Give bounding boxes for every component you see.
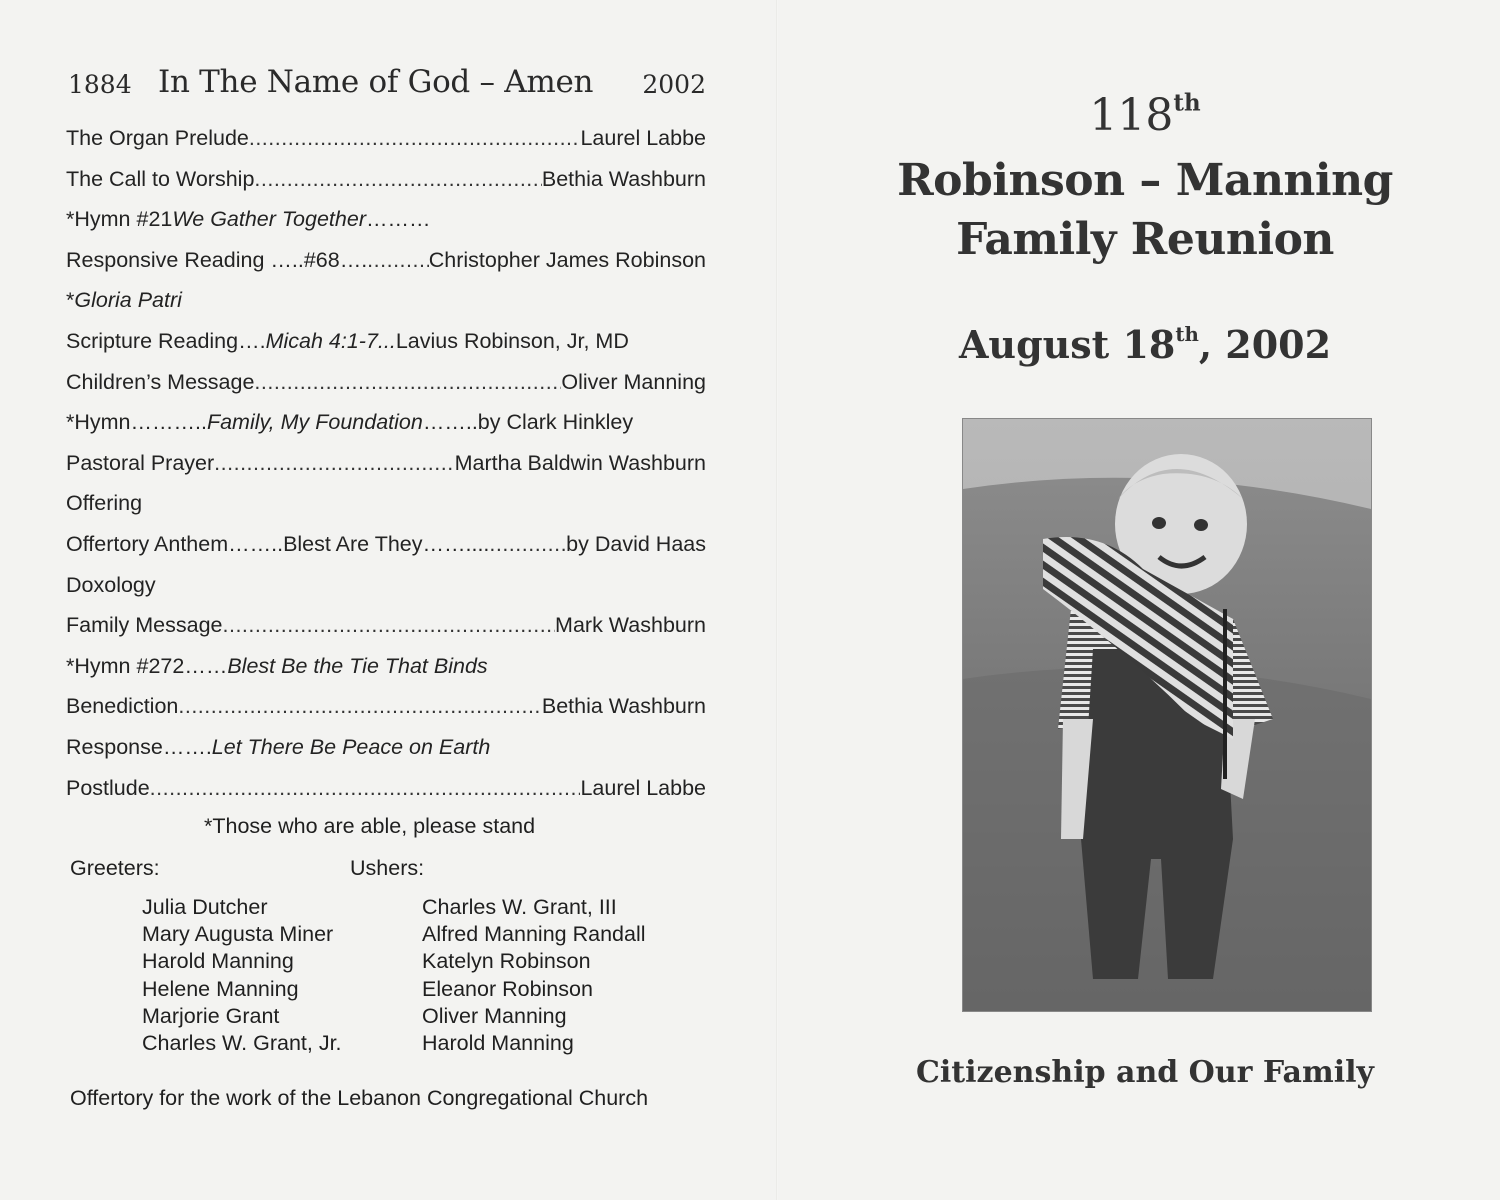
program-item-label: The Call to Worship bbox=[66, 166, 255, 191]
program-item-title: Family, My Foundation bbox=[206, 410, 423, 435]
greeter-name: Julia Dutcher bbox=[142, 895, 268, 919]
program-item-label: Offering bbox=[66, 491, 143, 516]
greeter-name: Charles W. Grant, Jr. bbox=[142, 1030, 342, 1055]
stand-note: *Those who are able, please stand bbox=[204, 814, 536, 838]
ushers-list bbox=[350, 888, 646, 1057]
program-item bbox=[66, 605, 706, 646]
date-suffix: th bbox=[1175, 322, 1199, 347]
page-fold bbox=[776, 0, 778, 1200]
program-item-value: Oliver Manning bbox=[561, 369, 706, 394]
ushers-column bbox=[350, 852, 646, 1057]
reunion-title-line1: Robinson – Manning bbox=[897, 155, 1393, 206]
program-item-value: Bethia Washburn bbox=[541, 694, 706, 719]
program-item bbox=[66, 280, 706, 321]
greeter-name: Marjorie Grant bbox=[142, 1003, 280, 1028]
program-motto: In The Name of God – Amen bbox=[158, 64, 594, 100]
child-with-flag-photo bbox=[962, 418, 1372, 1012]
program-item-leader bbox=[489, 524, 566, 565]
program-item-label: Doxology bbox=[66, 572, 156, 597]
program-item-label: Postlude bbox=[66, 775, 150, 800]
program-item-title: Gloria Patri bbox=[74, 288, 182, 313]
program-item bbox=[66, 483, 706, 524]
greeters-list bbox=[70, 888, 342, 1057]
founding-year: 1884 bbox=[68, 70, 132, 99]
program-item-leader bbox=[249, 118, 581, 159]
program-item bbox=[66, 362, 706, 403]
program-item-leader bbox=[214, 443, 454, 484]
greeter-name: Mary Augusta Miner bbox=[142, 922, 334, 947]
program-item-value: Martha Baldwin Washburn bbox=[454, 450, 706, 475]
program-item bbox=[66, 646, 706, 687]
program-item-value: Bethia Washburn bbox=[541, 166, 706, 191]
program-item-value: Laurel Labbe bbox=[580, 126, 706, 150]
greeters-heading: Greeters: bbox=[70, 856, 160, 880]
program-item bbox=[66, 118, 706, 159]
offertory-note: Offertory for the work of the Lebanon Congregational Church bbox=[70, 1086, 649, 1110]
program-item-leader bbox=[254, 159, 541, 200]
program-item-title: Let There Be Peace on Earth bbox=[211, 734, 491, 759]
program-item bbox=[66, 402, 706, 443]
program-item bbox=[66, 240, 706, 281]
program-item-label: *Hymn #272…… bbox=[66, 653, 228, 678]
program-item-value: Laurel Labbe bbox=[580, 775, 706, 800]
program-item-leader bbox=[223, 605, 556, 646]
program-item bbox=[66, 159, 706, 200]
program-item-title: We Gather Together bbox=[172, 207, 366, 232]
usher-name: Alfred Manning Randall bbox=[422, 922, 646, 947]
greeter-name: Helene Manning bbox=[142, 976, 299, 1001]
date-year: , 2002 bbox=[1198, 322, 1332, 367]
current-year: 2002 bbox=[642, 70, 706, 99]
program-item-leader: ……… bbox=[365, 207, 431, 232]
program-item-label: * bbox=[66, 288, 75, 313]
program-item-label: Family Message bbox=[66, 613, 223, 638]
program-item-label: Children’s Message bbox=[66, 369, 255, 394]
program-item-label: Benediction bbox=[66, 694, 179, 719]
reunion-title-line2: Family Reunion bbox=[956, 214, 1334, 265]
date-month-day: August 18 bbox=[958, 322, 1176, 367]
ordinal-suffix: th bbox=[1173, 90, 1201, 117]
program-item-leader: …….. bbox=[422, 410, 478, 435]
ushers-heading: Ushers: bbox=[350, 856, 425, 880]
program-item-value: by David Haas bbox=[566, 531, 706, 556]
program-item-label: Responsive Reading …..#68…. bbox=[66, 247, 368, 272]
program-item bbox=[66, 199, 706, 240]
reunion-theme: Citizenship and Our Family bbox=[916, 1055, 1374, 1090]
program-item-value: Lavius Robinson, Jr, MD bbox=[395, 328, 629, 353]
program-item-title: Blest Be the Tie That Binds bbox=[227, 653, 488, 678]
program-item-leader bbox=[367, 240, 429, 281]
usher-name: Charles W. Grant, III bbox=[422, 895, 617, 919]
program-item-label: Offertory Anthem……..Blest Are They…….... bbox=[66, 531, 490, 556]
reunion-date bbox=[790, 322, 1500, 367]
usher-name: Eleanor Robinson bbox=[422, 976, 593, 1001]
program-item-value: by Clark Hinkley bbox=[477, 410, 634, 435]
program-item-label: The Organ Prelude bbox=[66, 126, 249, 150]
reunion-ordinal bbox=[790, 90, 1500, 141]
greeters-column bbox=[70, 852, 342, 1057]
program-item-label: Scripture Reading…. bbox=[66, 328, 266, 353]
ordinal-number: 118 bbox=[1089, 90, 1174, 141]
program-item-label: *Hymn #21 bbox=[66, 207, 173, 232]
program-item-label: *Hymn……….. bbox=[66, 410, 207, 435]
program-item-label: Response……. bbox=[66, 734, 212, 759]
program-item-title: Micah 4:1-7... bbox=[265, 328, 396, 353]
usher-name: Harold Manning bbox=[422, 1030, 574, 1055]
program-item-leader bbox=[178, 686, 541, 727]
usher-name: Oliver Manning bbox=[422, 1003, 567, 1028]
program-item bbox=[66, 768, 706, 809]
program-item-leader bbox=[254, 362, 561, 403]
program-item bbox=[66, 321, 706, 362]
usher-name: Katelyn Robinson bbox=[422, 949, 591, 974]
program-list bbox=[66, 118, 706, 808]
program-item-value: Mark Washburn bbox=[555, 613, 706, 638]
program-item bbox=[66, 524, 706, 565]
program-item-leader bbox=[150, 768, 581, 809]
program-item bbox=[66, 443, 706, 484]
greeter-name: Harold Manning bbox=[142, 949, 294, 974]
program-item bbox=[66, 686, 706, 727]
program-item-label: Pastoral Prayer bbox=[66, 450, 215, 475]
program-item-value: Christopher James Robinson bbox=[428, 247, 706, 272]
program-item bbox=[66, 727, 706, 768]
program-item bbox=[66, 565, 706, 606]
